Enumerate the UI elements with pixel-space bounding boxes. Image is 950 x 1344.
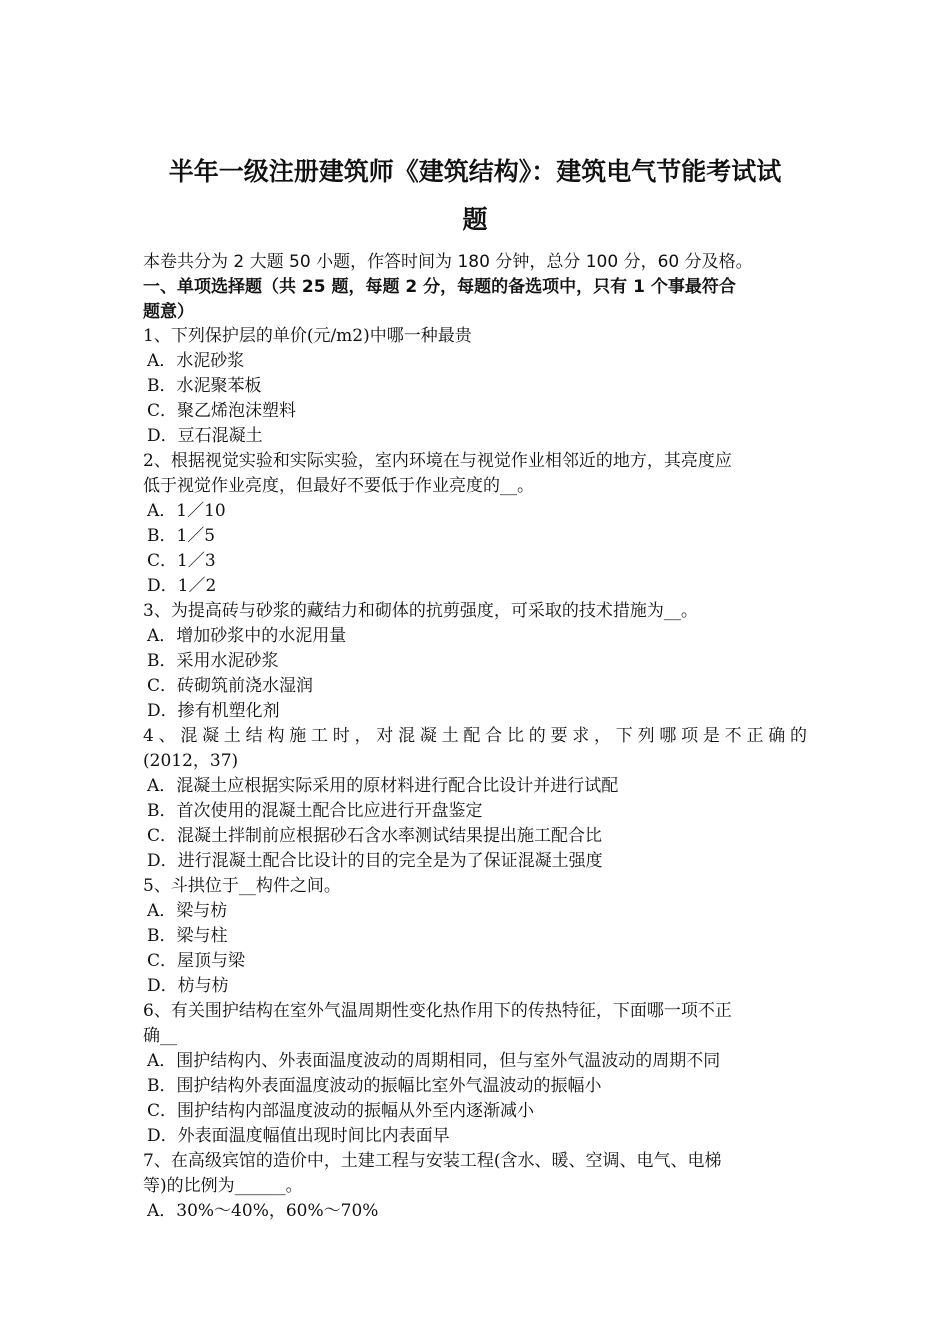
question-7-stem-line-1: 7、在高级宾馆的造价中，土建工程与安装工程(含水、暖、空调、电气、电梯: [143, 1151, 722, 1171]
exam-intro: 本卷共分为 2 大题 50 小题，作答时间为 180 分钟，总分 100 分，60 分及格。: [143, 252, 753, 272]
question-4-option-a: A．混凝土应根据实际采用的原材料进行配合比设计并进行试配: [147, 776, 619, 796]
question-3-option-b: B．采用水泥砂浆: [147, 651, 279, 671]
section-heading-line-1: 一、单项选择题（共 25 题，每题 2 分，每题的备选项中，只有 1 个事最符合: [143, 277, 736, 297]
question-7-option-a: A．30%～40%，60%～70%: [147, 1201, 379, 1221]
question-2-stem-line-2: 低于视觉作业亮度，但最好不要低于作业亮度的__。: [143, 476, 534, 496]
question-4-stem-line-1: 4、混凝土结构施工时，对混凝土配合比的要求，下列哪项是不正确的: [143, 726, 807, 746]
question-5-stem: 5、斗拱位于__构件之间。: [143, 876, 341, 896]
question-3-option-d: D．掺有机塑化剂: [147, 701, 280, 721]
question-2-stem-line-1: 2、根据视觉实验和实际实验，室内环境在与视觉作业相邻近的地方，其亮度应: [143, 451, 732, 471]
question-1-option-a: A．水泥砂浆: [147, 351, 245, 371]
question-5-option-c: C．屋顶与梁: [147, 951, 246, 971]
question-5-option-b: B．梁与柱: [147, 926, 228, 946]
question-1-option-b: B．水泥聚苯板: [147, 376, 262, 396]
question-1-option-d: D．豆石混凝土: [147, 426, 263, 446]
question-6-stem-line-2: 确__: [143, 1026, 177, 1046]
question-6-stem-line-1: 6、有关围护结构在室外气温周期性变化热作用下的传热特征，下面哪一项不正: [143, 1001, 732, 1021]
question-6-option-a: A．围护结构内、外表面温度波动的周期相同，但与室外气温波动的周期不同: [147, 1051, 721, 1071]
question-7-stem-line-2: 等)的比例为______。: [143, 1176, 303, 1196]
question-1-option-c: C．聚乙烯泡沫塑料: [147, 401, 297, 421]
question-2-option-d: D．1／2: [147, 576, 217, 596]
question-4-option-c: C．混凝土拌制前应根据砂石含水率测试结果提出施工配合比: [147, 826, 603, 846]
question-4-option-b: B．首次使用的混凝土配合比应进行开盘鉴定: [147, 801, 483, 821]
question-4-stem-line-2: (2012，37): [143, 751, 239, 771]
question-6-option-b: B．围护结构外表面温度波动的振幅比室外气温波动的振幅小: [147, 1076, 602, 1096]
document-title-line-1: 半年一级注册建筑师《建筑结构》：建筑电气节能考试试: [168, 157, 782, 186]
question-1-stem: 1、下列保护层的单价(元/m2)中哪一种最贵: [143, 326, 472, 346]
question-4-option-d: D．进行混凝土配合比设计的目的完全是为了保证混凝土强度: [147, 851, 603, 871]
question-3-option-c: C．砖砌筑前浇水湿润: [147, 676, 314, 696]
question-6-option-c: C．围护结构内部温度波动的振幅从外至内逐渐减小: [147, 1101, 535, 1121]
question-5-option-a: A．梁与枋: [147, 901, 228, 921]
question-2-option-c: C．1／3: [147, 551, 216, 571]
document-title-line-2: 题: [462, 205, 488, 234]
section-heading-line-2: 题意）: [143, 302, 194, 322]
question-3-option-a: A．增加砂浆中的水泥用量: [147, 626, 347, 646]
question-6-option-d: D．外表面温度幅值出现时间比内表面早: [147, 1126, 450, 1146]
question-2-option-b: B．1／5: [147, 526, 216, 546]
question-3-stem: 3、为提高砖与砂浆的藏结力和砌体的抗剪强度，可采取的技术措施为__。: [143, 601, 698, 621]
question-2-option-a: A．1／10: [147, 501, 226, 521]
question-5-option-d: D．枋与枋: [147, 976, 229, 996]
